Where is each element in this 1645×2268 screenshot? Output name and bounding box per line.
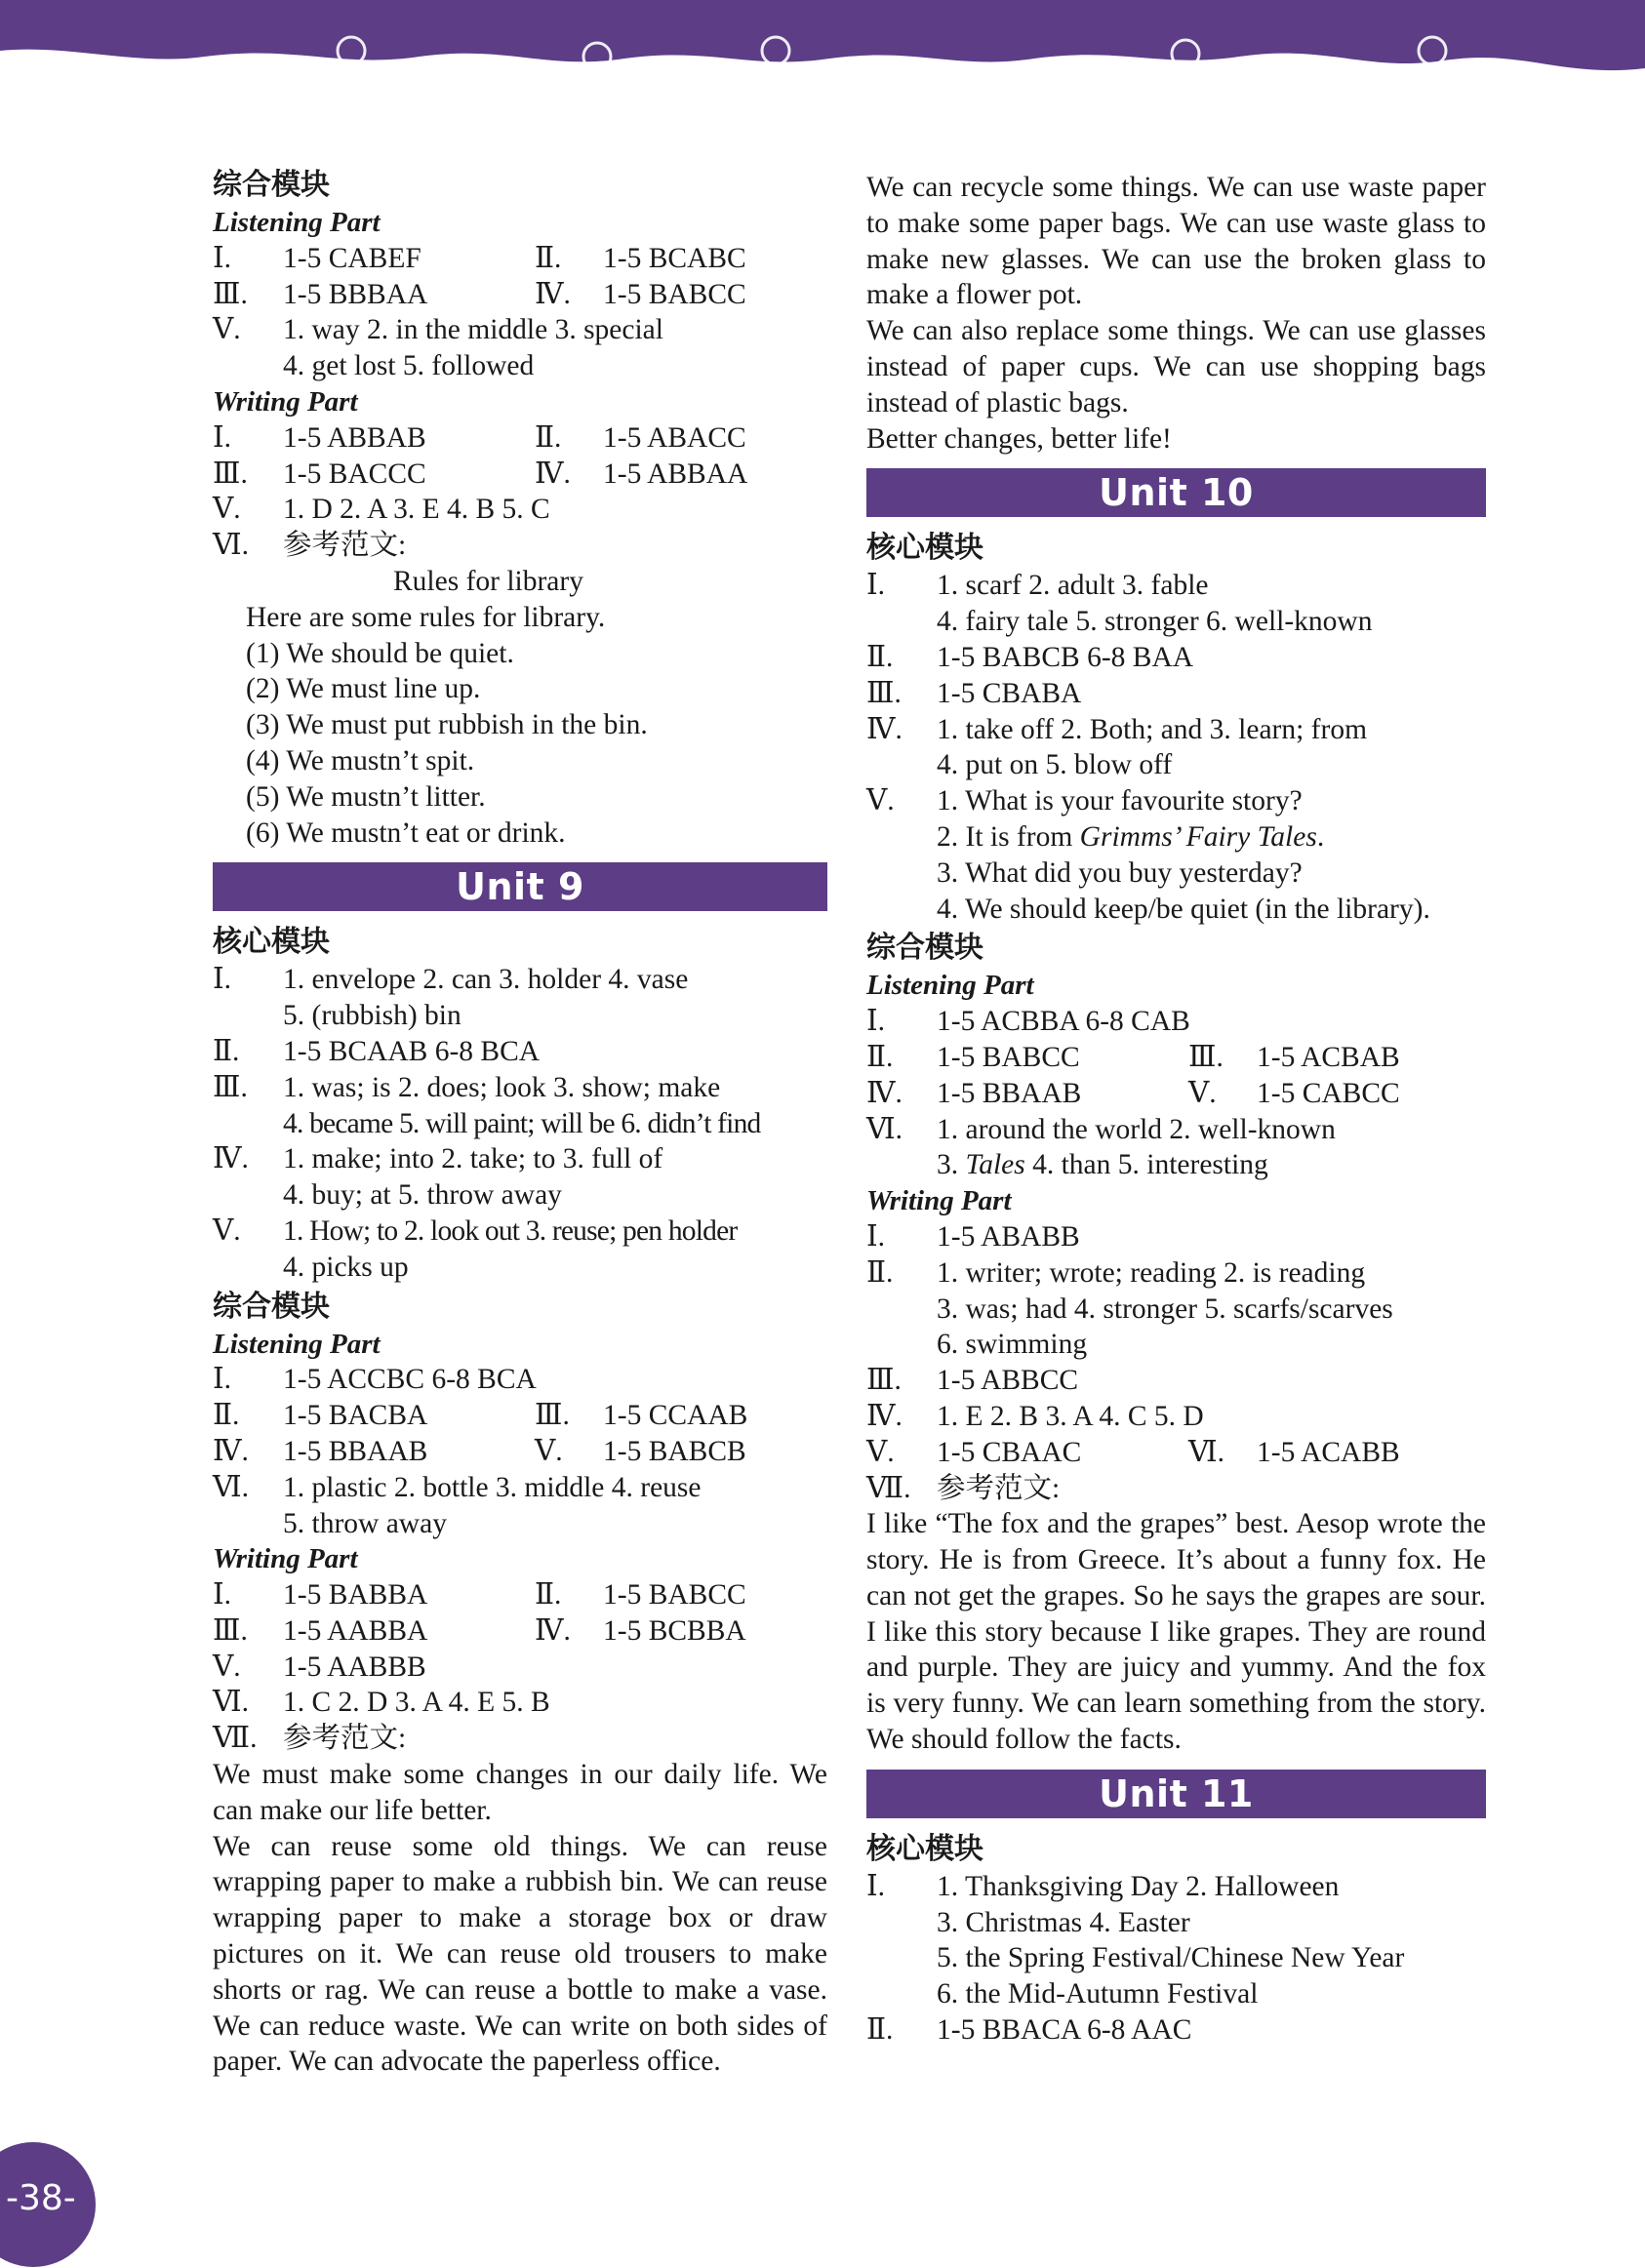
answer-line: Ⅴ. 1. way 2. in the middle 3. special xyxy=(213,314,663,346)
part-heading: Writing Part xyxy=(213,385,358,418)
unit-banner: Unit 10 xyxy=(866,468,1486,517)
essay-line: (4) We mustn’t spit. xyxy=(246,744,475,776)
answer-line: Ⅲ. 1. was; is 2. does; look 3. show; make xyxy=(213,1071,721,1103)
answer-line: Ⅱ. 1-5 BABCC Ⅲ. 1-5 ACBAB xyxy=(866,1041,1400,1073)
header-decoration xyxy=(0,0,1645,93)
essay-line: Better changes, better life! xyxy=(866,422,1172,455)
section-heading: 核心模块 xyxy=(866,1831,983,1866)
essay-paragraph: I like “The fox and the grapes” best. Aesop wrote the story. He is from Greece. It’s about a funny fox. He can not get the grapes. So he says the grapes are sour. I like this story because I like grapes. They are round and purple. They are juicy and yummy. And the fox is very funny. We can learn something from the story. We should follow the facts. xyxy=(866,1508,1486,1756)
answer-line: 2. It is from Grimms’ Fairy Tales. xyxy=(937,820,1325,853)
answer-line: 3. Christmas 4. Easter xyxy=(937,1906,1190,1938)
answer-line: Ⅴ. 1-5 CBAAC Ⅵ. 1-5 ACABB xyxy=(866,1436,1400,1468)
answer-line: Ⅱ. 1-5 BABCB 6-8 BAA xyxy=(866,641,1194,673)
answer-line: Ⅰ. 1. scarf 2. adult 3. fable xyxy=(866,570,1209,602)
answer-line: Ⅱ. 1-5 BBACA 6-8 AAC xyxy=(866,2014,1192,2047)
section-heading: 核心模块 xyxy=(213,925,330,960)
section-heading: 综合模块 xyxy=(866,931,983,966)
answer-line: Ⅱ. 1-5 BCAAB 6-8 BCA xyxy=(213,1035,541,1067)
answer-line: Ⅰ. 1-5 BABBA Ⅱ. 1-5 BABCC xyxy=(213,1579,746,1611)
answer-line: 4. fairy tale 5. stronger 6. well-known xyxy=(937,606,1373,638)
answer-line: 3. What did you buy yesterday? xyxy=(937,856,1303,889)
answer-line: Ⅲ. 1-5 BACCC Ⅳ. 1-5 ABBAA xyxy=(213,458,748,490)
essay-line: (2) We must line up. xyxy=(246,673,481,705)
unit-banner: Unit 9 xyxy=(213,862,827,911)
answer-line: Ⅳ. 1-5 BBAAB Ⅴ. 1-5 CABCC xyxy=(866,1077,1400,1109)
section-heading: 综合模块 xyxy=(213,1289,330,1324)
essay-line: (1) We should be quiet. xyxy=(246,637,514,669)
answer-line: Ⅳ. 1-5 BBAAB Ⅴ. 1-5 BABCB xyxy=(213,1435,746,1467)
left-column xyxy=(213,164,827,2080)
right-column xyxy=(866,170,1486,2049)
answer-line: 4. put on 5. blow off xyxy=(937,749,1173,781)
answer-line: Ⅴ. 1. How; to 2. look out 3. reuse; pen holder xyxy=(213,1214,738,1247)
answer-line: Ⅱ. 1-5 BACBA Ⅲ. 1-5 CCAAB xyxy=(213,1400,748,1432)
essay-title: Rules for library xyxy=(393,565,583,597)
answer-line: Ⅳ. 1. take off 2. Both; and 3. learn; from xyxy=(866,713,1368,745)
answer-line: Ⅲ. 1-5 ABBCC xyxy=(866,1365,1079,1397)
answer-line: Ⅰ. 1-5 ACCBC 6-8 BCA xyxy=(213,1364,537,1396)
answer-line: Ⅰ. 1-5 ACBBA 6-8 CAB xyxy=(866,1006,1190,1038)
essay-line: (6) We mustn’t eat or drink. xyxy=(246,816,566,849)
answer-line: Ⅰ. 1-5 ABBAB Ⅱ. 1-5 ABACC xyxy=(213,421,746,454)
part-heading: Listening Part xyxy=(213,1328,381,1360)
answer-line: Ⅶ. 参考范文: xyxy=(213,1723,407,1755)
answer-line: Ⅲ. 1-5 AABBA Ⅳ. 1-5 BCBBA xyxy=(213,1614,746,1647)
essay-paragraph: We can also replace some things. We can use glasses instead of paper cups. We can use shopping bags instead of plastic bags. xyxy=(866,315,1486,418)
answer-line: 4. buy; at 5. throw away xyxy=(283,1179,562,1212)
answer-line: 4. get lost 5. followed xyxy=(283,350,535,382)
answer-line: 3. was; had 4. stronger 5. scarfs/scarves xyxy=(937,1293,1393,1325)
answer-line: Ⅴ. 1. D 2. A 3. E 4. B 5. C xyxy=(213,494,550,526)
section-heading: 综合模块 xyxy=(213,168,330,202)
page-number: -38- xyxy=(6,2178,76,2218)
answer-line: Ⅲ. 1-5 BBBAA Ⅳ. 1-5 BABCC xyxy=(213,278,746,310)
answer-line: 4. picks up xyxy=(283,1251,409,1283)
essay-line: Here are some rules for library. xyxy=(246,601,606,633)
part-heading: Listening Part xyxy=(213,207,381,238)
essay-line: (3) We must put rubbish in the bin. xyxy=(246,709,648,741)
answer-line: 3. Tales 4. than 5. interesting xyxy=(937,1149,1268,1181)
answer-line: 4. We should keep/be quiet (in the library). xyxy=(937,893,1430,925)
answer-line: 5. throw away xyxy=(283,1507,447,1539)
answer-line: Ⅰ. 1-5 CABEF Ⅱ. 1-5 BCABC xyxy=(213,242,746,274)
answer-line: Ⅴ. 1-5 AABBB xyxy=(213,1651,426,1683)
answer-line: Ⅳ. 1. E 2. B 3. A 4. C 5. D xyxy=(866,1400,1204,1432)
section-heading: 核心模块 xyxy=(866,531,983,566)
answer-line: Ⅵ. 1. plastic 2. bottle 3. middle 4. reuse xyxy=(213,1471,702,1503)
answer-line: Ⅳ. 1. make; into 2. take; to 3. full of xyxy=(213,1143,663,1175)
essay-paragraph: We can reuse some old things. We can reuse wrapping paper to make a rubbish bin. We can reuse wrapping paper to make a storage box or draw pictures on it. We can reuse old trousers to make shorts or rag. We can reuse a bottle to make a vase. We can reduce waste. We can write on both sides of paper. We can advocate the paperless office. xyxy=(213,1830,827,2078)
answer-line: Ⅴ. 1. What is your favourite story? xyxy=(866,785,1303,817)
answer-line: Ⅵ. 1. C 2. D 3. A 4. E 5. B xyxy=(213,1687,550,1719)
answer-line: Ⅰ. 1-5 ABABB xyxy=(866,1220,1080,1253)
answer-line: Ⅶ. 参考范文: xyxy=(866,1472,1061,1504)
part-heading: Writing Part xyxy=(866,1185,1012,1217)
answer-line: Ⅵ. 参考范文: xyxy=(213,530,407,562)
answer-line: 4. became 5. will paint; will be 6. didn’t find xyxy=(283,1107,761,1139)
answer-line: 5. the Spring Festival/Chinese New Year xyxy=(937,1942,1405,1974)
part-heading: Writing Part xyxy=(213,1543,358,1575)
answer-line: Ⅰ. 1. Thanksgiving Day 2. Halloween xyxy=(866,1870,1340,1902)
answer-line: Ⅲ. 1-5 CBABA xyxy=(866,677,1082,709)
answer-line: Ⅵ. 1. around the world 2. well-known xyxy=(866,1113,1336,1145)
answer-line: Ⅰ. 1. envelope 2. can 3. holder 4. vase xyxy=(213,964,689,996)
answer-line: Ⅱ. 1. writer; wrote; reading 2. is reading xyxy=(866,1256,1366,1289)
essay-paragraph: We must make some changes in our daily life. We can make our life better. xyxy=(213,1759,827,1826)
answer-line: 5. (rubbish) bin xyxy=(283,1000,461,1032)
part-heading: Listening Part xyxy=(866,970,1034,1002)
unit-banner: Unit 11 xyxy=(866,1770,1486,1818)
answer-line: 6. swimming xyxy=(937,1329,1088,1361)
essay-line: (5) We mustn’t litter. xyxy=(246,780,486,813)
essay-paragraph: We can recycle some things. We can use waste paper to make some paper bags. We can use waste glass to make new glasses. We can use the broken glass to make a flower pot. xyxy=(866,172,1486,311)
answer-line: 6. the Mid-Autumn Festival xyxy=(937,1978,1259,2010)
